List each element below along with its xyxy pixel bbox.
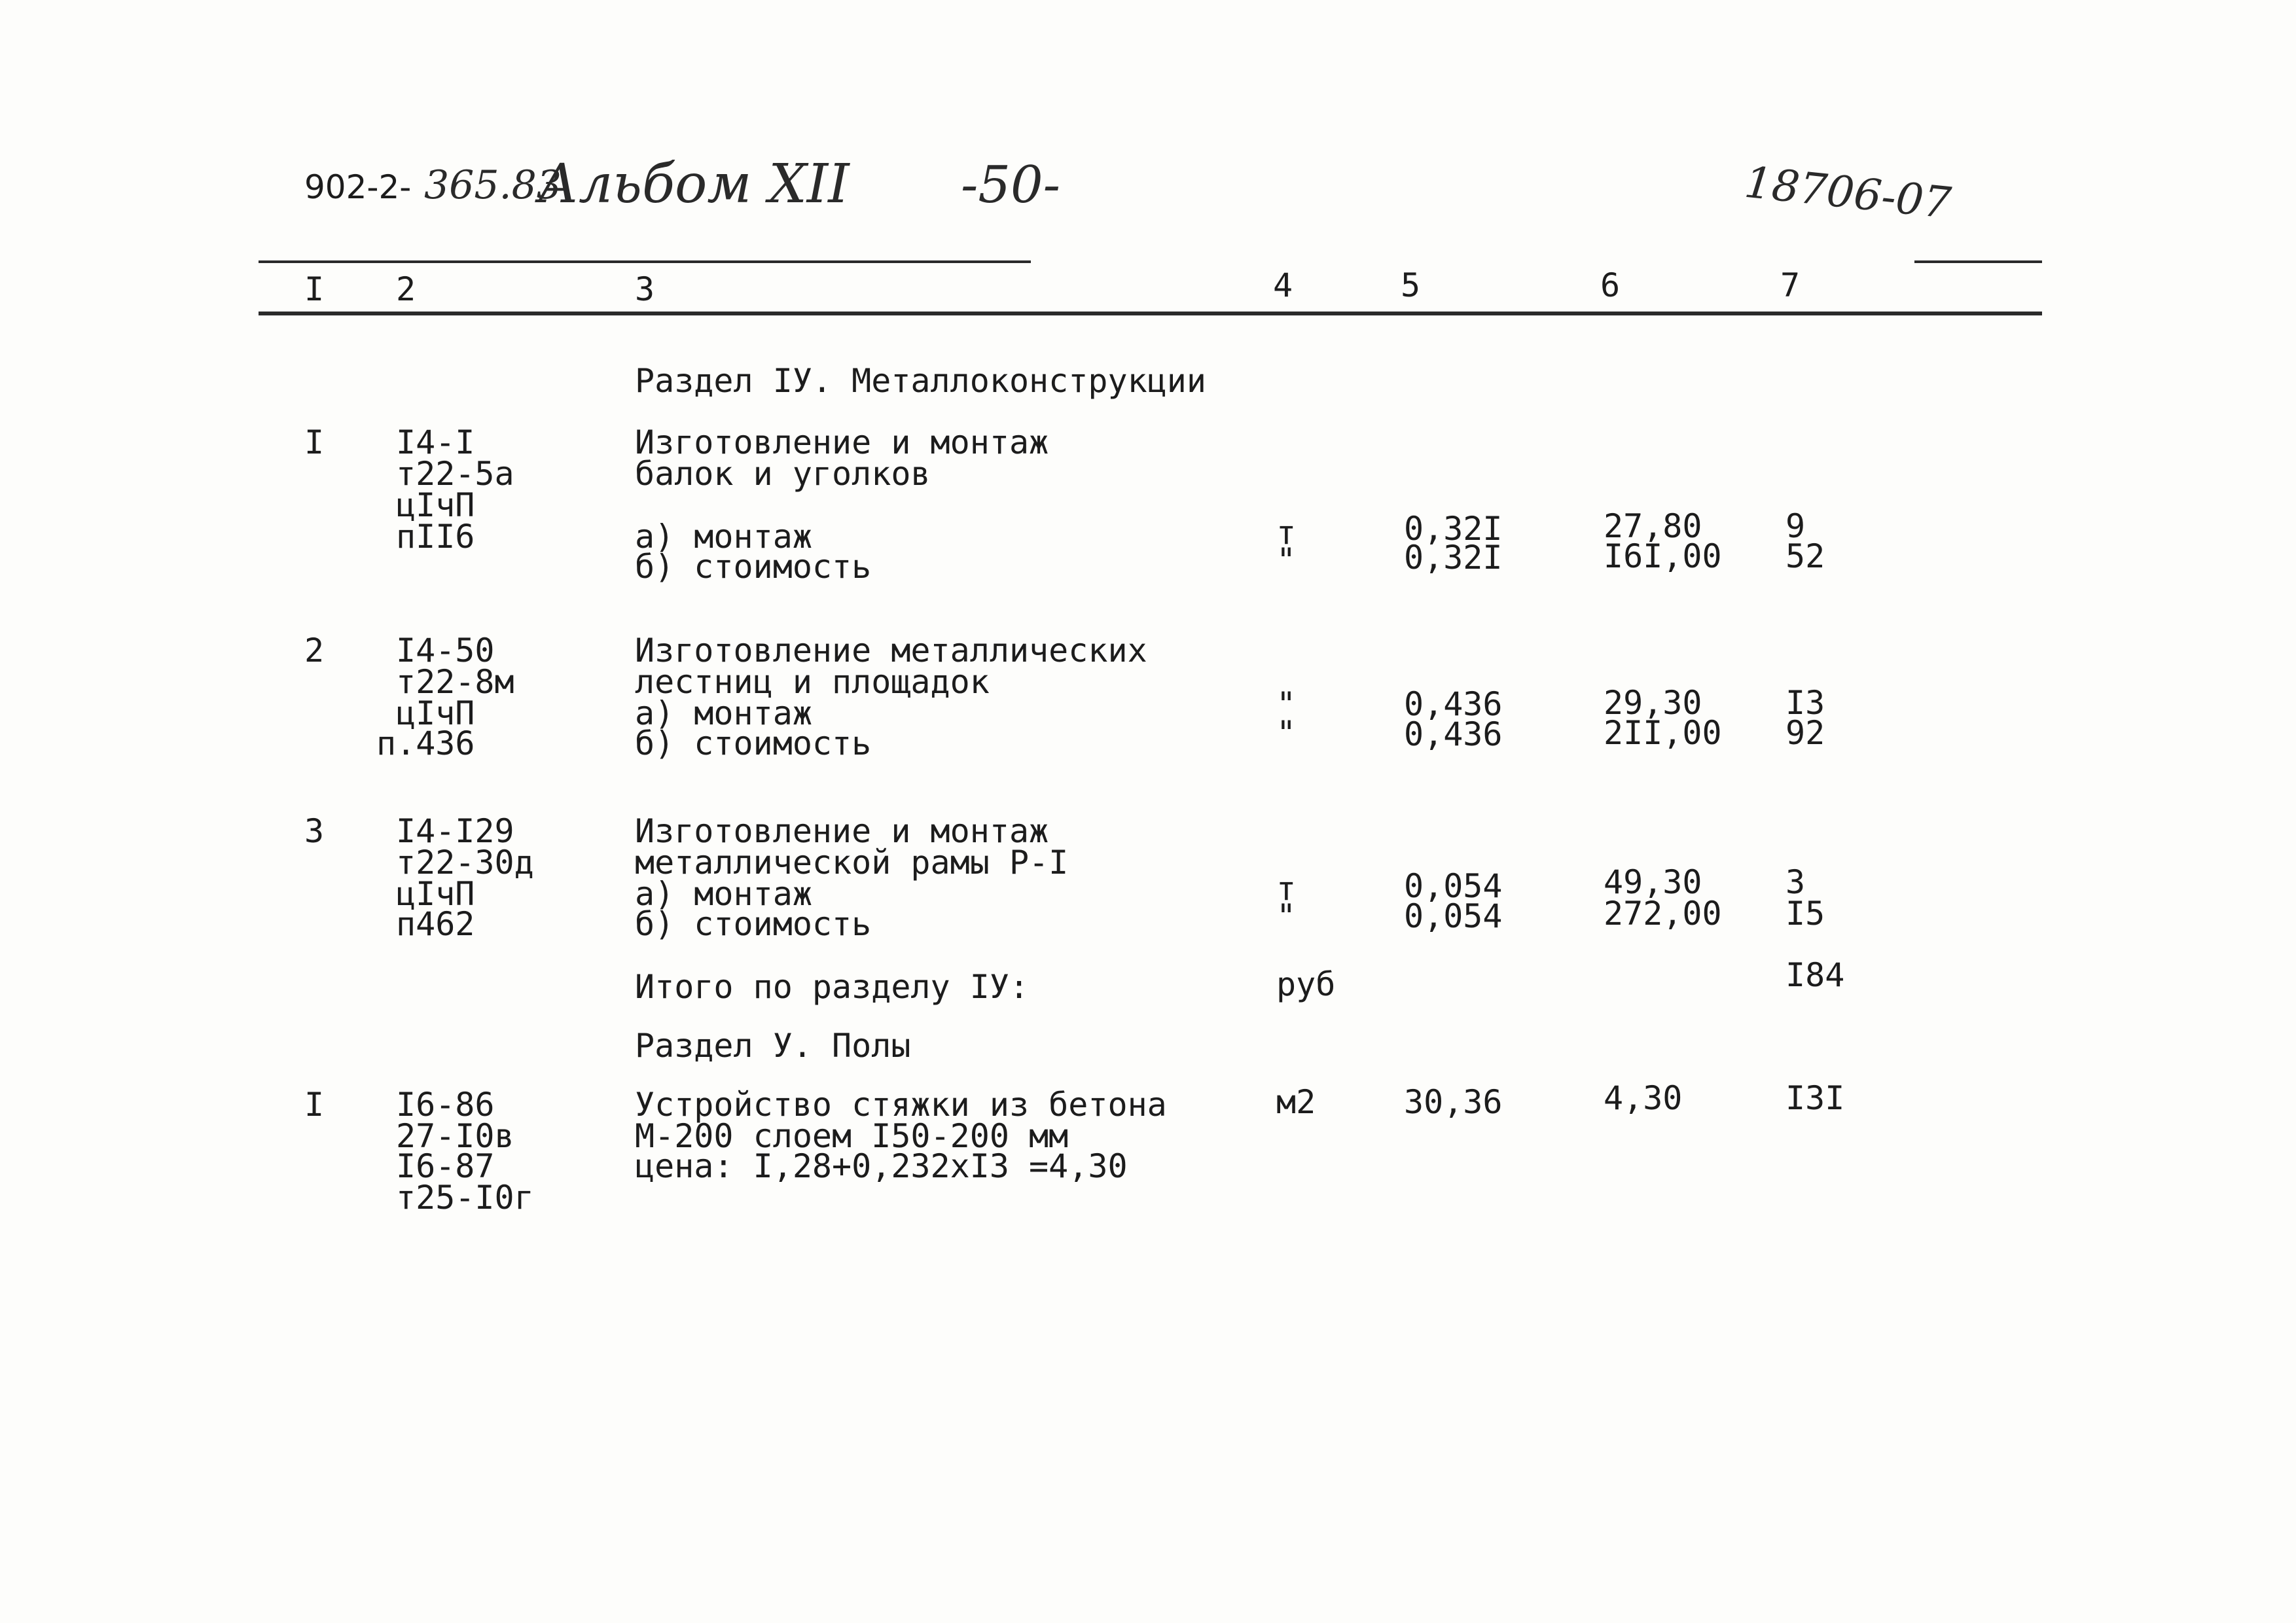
row-price: 49,30 — [1604, 863, 1702, 901]
row-quantity: 0,054 — [1404, 867, 1503, 905]
row-total: 9 — [1785, 507, 1806, 545]
row-quantity: 30,36 — [1404, 1083, 1503, 1121]
header-rule-bottom — [259, 312, 2042, 315]
document-code-handwritten: 365.83 — [424, 162, 562, 208]
archive-number: 18706-07 — [1742, 156, 1954, 229]
row-code: п.436 — [376, 724, 475, 762]
header-rule-top-left — [259, 260, 1031, 263]
column-header-6: 6 — [1600, 266, 1621, 304]
page-number: -50- — [961, 156, 1060, 215]
row-description: М-200 слоем I50-200 мм — [635, 1117, 1069, 1155]
row-quantity: 0,054 — [1404, 897, 1503, 935]
row-code: I4-I — [396, 423, 475, 461]
row-price: 2II,00 — [1604, 714, 1722, 752]
column-header-4: 4 — [1273, 266, 1293, 304]
section-4-subtotal-label: Итого по разделу IУ: — [635, 968, 1030, 1006]
row-unit: " — [1276, 685, 1297, 723]
row-description: б) стоимость — [635, 548, 872, 586]
row-quantity: 0,32I — [1404, 510, 1503, 548]
row-unit: т — [1276, 870, 1297, 908]
row-code: I6-86 — [396, 1086, 495, 1124]
row-number: 3 — [304, 812, 325, 850]
row-total: I5 — [1785, 895, 1825, 933]
row-quantity: 0,436 — [1404, 715, 1503, 753]
section-4-subtotal-value: I84 — [1785, 956, 1845, 994]
row-quantity: 0,32I — [1404, 539, 1503, 577]
row-total: 3 — [1785, 863, 1806, 901]
row-code: 27-I0в — [396, 1117, 514, 1155]
row-total: 52 — [1785, 537, 1825, 575]
row-description: а) монтаж — [635, 694, 812, 732]
album-label: Альбом XII — [538, 153, 850, 215]
row-code: цIчП — [396, 486, 475, 524]
row-number: I — [304, 423, 325, 461]
row-description: металлической рамы Р-I — [635, 844, 1069, 882]
row-total: I3I — [1785, 1079, 1845, 1117]
row-description: Изготовление и монтаж — [635, 423, 1049, 461]
row-number: 2 — [304, 632, 325, 669]
row-code: пII6 — [396, 518, 475, 556]
row-unit: т — [1276, 514, 1297, 552]
row-code: п462 — [396, 905, 475, 943]
row-code: т22-30д — [396, 844, 534, 882]
column-header-7: 7 — [1780, 266, 1801, 304]
row-description: а) монтаж — [635, 518, 812, 556]
row-description: цена: I,28+0,232хI3 =4,30 — [635, 1147, 1128, 1185]
row-total: 92 — [1785, 714, 1825, 752]
row-price: 272,00 — [1604, 895, 1722, 933]
row-price: I6I,00 — [1604, 537, 1722, 575]
row-price: 4,30 — [1604, 1079, 1683, 1117]
row-code: т22-8м — [396, 663, 514, 701]
row-code: т25-I0г — [396, 1179, 534, 1217]
row-description: лестниц и площадок — [635, 663, 990, 701]
column-header-1: I — [304, 270, 325, 308]
row-description: б) стоимость — [635, 724, 872, 762]
row-unit: м2 — [1276, 1083, 1316, 1121]
row-total: I3 — [1785, 684, 1825, 722]
header-rule-top-right — [1914, 260, 2042, 263]
row-description: Устройство стяжки из бетона — [635, 1086, 1167, 1124]
document-code: 902-2- — [304, 168, 412, 206]
row-description: б) стоимость — [635, 905, 872, 943]
column-header-5: 5 — [1401, 266, 1421, 304]
row-price: 27,80 — [1604, 507, 1702, 545]
row-code: т22-5а — [396, 455, 514, 493]
row-code: цIчП — [396, 875, 475, 913]
row-unit: " — [1276, 897, 1297, 935]
row-description: Изготовление и монтаж — [635, 812, 1049, 850]
column-header-2: 2 — [396, 270, 416, 308]
row-description: Изготовление металлических — [635, 632, 1147, 669]
column-header-3: 3 — [635, 270, 655, 308]
row-price: 29,30 — [1604, 684, 1702, 722]
row-code: I4-50 — [396, 632, 495, 669]
section-5-title: Раздел У. Полы — [635, 1027, 911, 1065]
section-4-subtotal-unit: руб — [1276, 965, 1336, 1003]
section-4-title: Раздел IУ. Металлоконструкции — [635, 362, 1206, 400]
row-number: I — [304, 1086, 325, 1124]
row-description: балок и уголков — [635, 455, 931, 493]
row-unit: " — [1276, 541, 1297, 579]
row-code: цIчП — [396, 694, 475, 732]
row-unit: " — [1276, 714, 1297, 752]
row-description: а) монтаж — [635, 875, 812, 913]
row-quantity: 0,436 — [1404, 685, 1503, 723]
row-code: I6-87 — [396, 1147, 495, 1185]
row-code: I4-I29 — [396, 812, 514, 850]
